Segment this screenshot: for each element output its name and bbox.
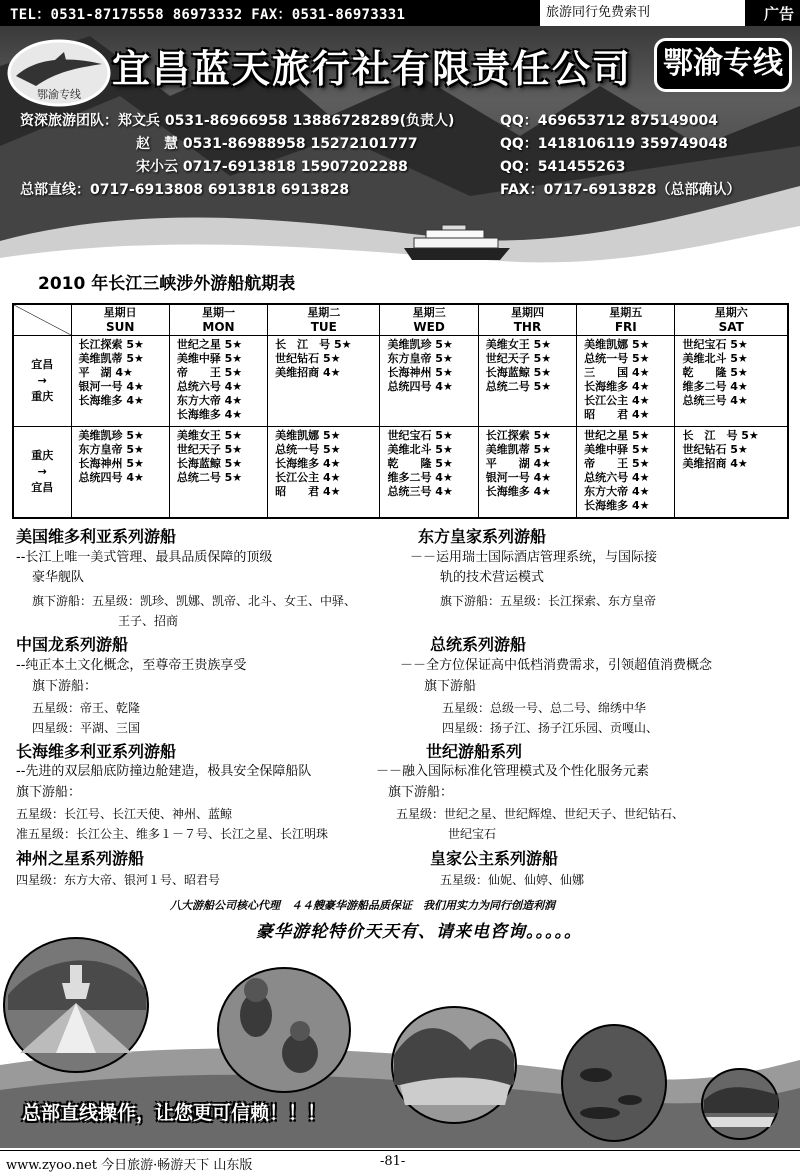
ship-entry: 平 湖 4★ — [485, 457, 552, 470]
series-title-changhai: 长海维多利亚系列游船 — [16, 742, 177, 761]
ship-entry: 总统一号 5★ — [584, 352, 650, 365]
team-member-phones: 0531-86988958 15272101777 — [182, 136, 418, 152]
day-header: 星期三 WED — [380, 304, 478, 336]
cruise-ship-image — [402, 224, 512, 264]
series-ships: 五星级：世纪之星、世纪辉煌、世纪天子、世纪钻石、 — [396, 807, 685, 821]
ship-entry: 银河一号 4★ — [485, 471, 552, 484]
ship-entry: 长江探索 5★ — [78, 338, 144, 351]
ship-entry: 世纪宝石 5★ — [387, 429, 453, 442]
company-name: 宜昌蓝天旅行社有限责任公司 — [112, 47, 633, 91]
cruise-schedule-table — [12, 303, 789, 519]
ship-entry: 昭 君 4★ — [275, 485, 341, 498]
series-title-oriental: 东方皇家系列游船 — [418, 527, 547, 546]
series-title-victoria: 美国维多利亚系列游船 — [16, 527, 177, 546]
ship-entry: 平 湖 4★ — [78, 366, 133, 379]
team-qq-3: QQ：541455263 — [500, 159, 626, 175]
team-member-name: 郑文兵 — [118, 113, 160, 129]
series-title-royal: 皇家公主系列游船 — [430, 849, 559, 868]
series-label: 旗下游船： — [16, 785, 82, 800]
team-member-phones: 0717-6913818 15907202288 — [182, 159, 408, 175]
top-contact-bar — [0, 0, 800, 26]
ship-entry: 总统四号 4★ — [78, 471, 144, 484]
agency-statement: 八大游船公司核心代理 ４４艘豪华游船品质保证 我们用实力为同行创造利润 — [170, 899, 555, 912]
ship-entry: 东方大帝 4★ — [584, 485, 650, 498]
ship-entry: 长海神州 5★ — [78, 457, 144, 470]
ship-entry: 昭 君 4★ — [584, 408, 650, 421]
top-contact-text: TEL：0531-87175558 86973332 FAX：0531-86973331 — [10, 7, 406, 23]
ship-entry: 总统四号 4★ — [387, 380, 453, 393]
ship-entry: 世纪之星 5★ — [176, 338, 243, 351]
route-badge: 鄂渝专线 — [654, 38, 792, 92]
ship-entry: 长江公主 4★ — [584, 394, 650, 407]
header-banner — [0, 26, 800, 274]
series-ships: 四星级：东方大帝、银河１号、昭君号 — [16, 873, 221, 887]
series-title-dragon: 中国龙系列游船 — [16, 635, 129, 654]
series-title-president: 总统系列游船 — [430, 635, 527, 654]
ship-entry: 长江探索 5★ — [485, 429, 552, 442]
ship-entry: 总统三号 4★ — [387, 485, 453, 498]
series-ships: 世纪宝石 — [448, 827, 497, 841]
series-ships: 五星级：帝王、乾隆 — [32, 701, 141, 715]
table-corner-cell — [13, 304, 71, 336]
series-title-century: 世纪游船系列 — [426, 742, 523, 761]
series-desc: 豪华舰队 — [32, 570, 85, 585]
ship-entry: 帝 王 5★ — [176, 366, 243, 379]
ship-entry: 总统三号 4★ — [682, 394, 748, 407]
schedule-cell — [478, 427, 576, 518]
ship-entry: 世纪天子 5★ — [485, 352, 552, 365]
ship-entry: 世纪之星 5★ — [584, 429, 650, 442]
company-logo — [6, 38, 112, 108]
team-row-1 — [20, 110, 454, 130]
ship-entry: 总统一号 5★ — [275, 443, 341, 456]
schedule-cell — [675, 427, 788, 518]
ship-entry: 长海神州 5★ — [387, 366, 453, 379]
hq-phones: 0717-6913808 6913818 6913828 — [90, 182, 350, 198]
series-desc: －－全方位保证高中低档消费需求，引领超值消费概念 — [400, 658, 713, 673]
ship-entry: 美维凯蒂 5★ — [78, 352, 144, 365]
page-footer — [0, 1150, 800, 1172]
hq-label: 总部直线： — [20, 182, 90, 198]
series-label: 旗下游船： — [32, 679, 98, 694]
ship-entry: 美维中驿 5★ — [584, 443, 650, 456]
route-row-yichang-chongqing — [13, 336, 788, 427]
series-ships: 旗下游船：五星级：凯珍、凯娜、凯帝、北斗、女王、中驿、 — [32, 594, 357, 608]
photo-lake-islands — [562, 1025, 666, 1141]
series-ships: 四星级：扬子江、扬子江乐园、贡嘎山、 — [442, 721, 659, 735]
ship-entry: 世纪宝石 5★ — [682, 338, 748, 351]
ship-entry: 乾 隆 5★ — [682, 366, 748, 379]
ship-entry: 东方大帝 4★ — [176, 394, 243, 407]
ship-entry: 美维凯蒂 5★ — [485, 443, 552, 456]
ad-label: 广告 — [763, 5, 794, 23]
route-label: 重庆 → 宜昌 — [13, 427, 71, 518]
schedule-cell — [577, 336, 675, 427]
day-header: 星期四 THR — [478, 304, 576, 336]
series-ships: 旗下游船：五星级：长江探索、东方皇帝 — [440, 594, 657, 608]
schedule-header-row — [13, 304, 788, 336]
photo-monkeys — [218, 968, 350, 1092]
ship-entry: 长 江 号 5★ — [275, 338, 352, 351]
ship-entry: 美维凯娜 5★ — [584, 338, 650, 351]
schedule-cell — [169, 427, 267, 518]
ship-entry: 长海维多 4★ — [275, 457, 341, 470]
ship-entry: 美维凯珍 5★ — [78, 429, 144, 442]
ship-entry: 帝 王 5★ — [584, 457, 650, 470]
team-label: 资深旅游团队： — [20, 113, 118, 129]
schedule-cell — [169, 336, 267, 427]
page-number: -81- — [380, 1154, 406, 1169]
day-header: 星期五 FRI — [577, 304, 675, 336]
photo-monument-park — [4, 938, 148, 1072]
ship-entry: 美维凯珍 5★ — [387, 338, 453, 351]
ship-entry: 美维招商 4★ — [682, 457, 748, 470]
schedule-cell — [268, 427, 380, 518]
ship-entry: 维多二号 4★ — [682, 380, 748, 393]
ship-entry: 美维女王 5★ — [176, 429, 243, 442]
series-ships: 五星级：仙妮、仙婷、仙娜 — [440, 873, 585, 887]
ship-entry: 美维女王 5★ — [485, 338, 552, 351]
schedule-title: 2010 年长江三峡涉外游船航期表 — [38, 274, 296, 294]
schedule-cell — [71, 336, 169, 427]
ship-entry: 维多二号 4★ — [387, 471, 453, 484]
ship-entry: 长海维多 4★ — [584, 380, 650, 393]
ship-entry: 东方皇帝 5★ — [78, 443, 144, 456]
team-member-name: 宋小云 — [136, 159, 178, 175]
ship-entry: 美维中驿 5★ — [176, 352, 243, 365]
ship-entry: 世纪天子 5★ — [176, 443, 243, 456]
schedule-cell — [71, 427, 169, 518]
ship-entry: 三 国 4★ — [584, 366, 650, 379]
team-row-3 — [136, 156, 408, 176]
series-desc: --纯正本土文化概念，至尊帝王贵族享受 — [16, 658, 247, 673]
schedule-cell — [268, 336, 380, 427]
schedule-cell — [380, 336, 478, 427]
hq-fax: FAX：0717-6913828（总部确认） — [500, 182, 741, 198]
series-ships: 准五星级：长江公主、维多１－７号、长江之星、长江明珠 — [16, 827, 329, 841]
ship-entry: 总统二号 5★ — [485, 380, 552, 393]
photo-cliff-boats — [702, 1069, 778, 1139]
ship-entry: 总统六号 4★ — [176, 380, 243, 393]
schedule-cell — [380, 427, 478, 518]
ship-entry: 长海维多 4★ — [584, 499, 650, 512]
ship-entry: 美维北斗 5★ — [682, 352, 748, 365]
day-header: 星期日 SUN — [71, 304, 169, 336]
series-desc: －－融入国际标准化管理模式及个性化服务元素 — [376, 764, 650, 779]
footer-site: www.zyoo.net 今日旅游·畅游天下 山东版 — [6, 1158, 253, 1172]
ship-entry: 美维凯娜 5★ — [275, 429, 341, 442]
ship-entry: 长海维多 4★ — [485, 485, 552, 498]
ship-entry: 长江公主 4★ — [275, 471, 341, 484]
ship-entry: 世纪钻石 5★ — [275, 352, 341, 365]
promo-headline: 豪华游轮特价天天有、请来电咨询。。。。。 — [256, 922, 582, 942]
ship-entry: 东方皇帝 5★ — [387, 352, 453, 365]
series-ships: 五星级：总级一号、总二号、绵绣中华 — [442, 701, 647, 715]
schedule-cell — [478, 336, 576, 427]
series-desc: --先进的双层船底防撞边舱建造，极具安全保障船队 — [16, 764, 312, 779]
ship-entry: 长海蓝鲸 5★ — [176, 457, 243, 470]
hotline-slogan: 总部直线操作，让您更可信赖！！！ — [22, 1102, 327, 1124]
series-ships: 四星级：平湖、三国 — [32, 721, 141, 735]
photo-river-gorge — [392, 1007, 516, 1123]
series-ships: 五星级：长江号、长江天使、神州、蓝鲸 — [16, 807, 233, 821]
hq-hotline-row — [20, 179, 349, 199]
ship-entry: 世纪钻石 5★ — [682, 443, 748, 456]
series-desc: －－运用瑞士国际酒店管理系统，与国际接 — [410, 550, 658, 565]
ship-entry: 长海维多 4★ — [176, 408, 243, 421]
ship-entry: 美维北斗 5★ — [387, 443, 453, 456]
ship-entry: 美维招商 4★ — [275, 366, 341, 379]
ship-entry: 长海维多 4★ — [78, 394, 144, 407]
series-desc: --长江上唯一美式管理、最具品质保障的顶级 — [16, 550, 273, 565]
ship-entry: 银河一号 4★ — [78, 380, 144, 393]
team-member-name: 赵 慧 — [136, 136, 178, 152]
day-header: 星期一 MON — [169, 304, 267, 336]
team-row-2 — [136, 133, 418, 153]
ship-entry: 乾 隆 5★ — [387, 457, 453, 470]
series-title-shenzhou: 神州之星系列游船 — [16, 849, 145, 868]
team-member-note: (负责人) — [399, 113, 455, 129]
free-catalog-slogan: 旅游同行免费索刊 — [540, 0, 745, 26]
ship-entry: 长海蓝鲸 5★ — [485, 366, 552, 379]
route-row-chongqing-yichang — [13, 427, 788, 518]
series-label: 旗下游船 — [424, 679, 477, 694]
day-header: 星期二 TUE — [268, 304, 380, 336]
series-ships: 王子、招商 — [118, 614, 179, 628]
day-header: 星期六 SAT — [675, 304, 788, 336]
series-desc: 轨的技术营运模式 — [440, 570, 545, 585]
logo-caption: 鄂渝专线 — [37, 88, 81, 101]
schedule-cell — [675, 336, 788, 427]
ship-entry: 长 江 号 5★ — [682, 429, 759, 442]
ship-entry: 总统二号 5★ — [176, 471, 243, 484]
team-qq-1: QQ：469653712 875149004 — [500, 113, 719, 129]
schedule-cell — [577, 427, 675, 518]
ship-entry: 总统六号 4★ — [584, 471, 650, 484]
series-label: 旗下游船： — [388, 785, 454, 800]
team-member-phones: 0531-86966958 13886728289 — [164, 113, 400, 129]
route-label: 宜昌 → 重庆 — [13, 336, 71, 427]
team-qq-2: QQ：1418106119 359749048 — [500, 136, 728, 152]
